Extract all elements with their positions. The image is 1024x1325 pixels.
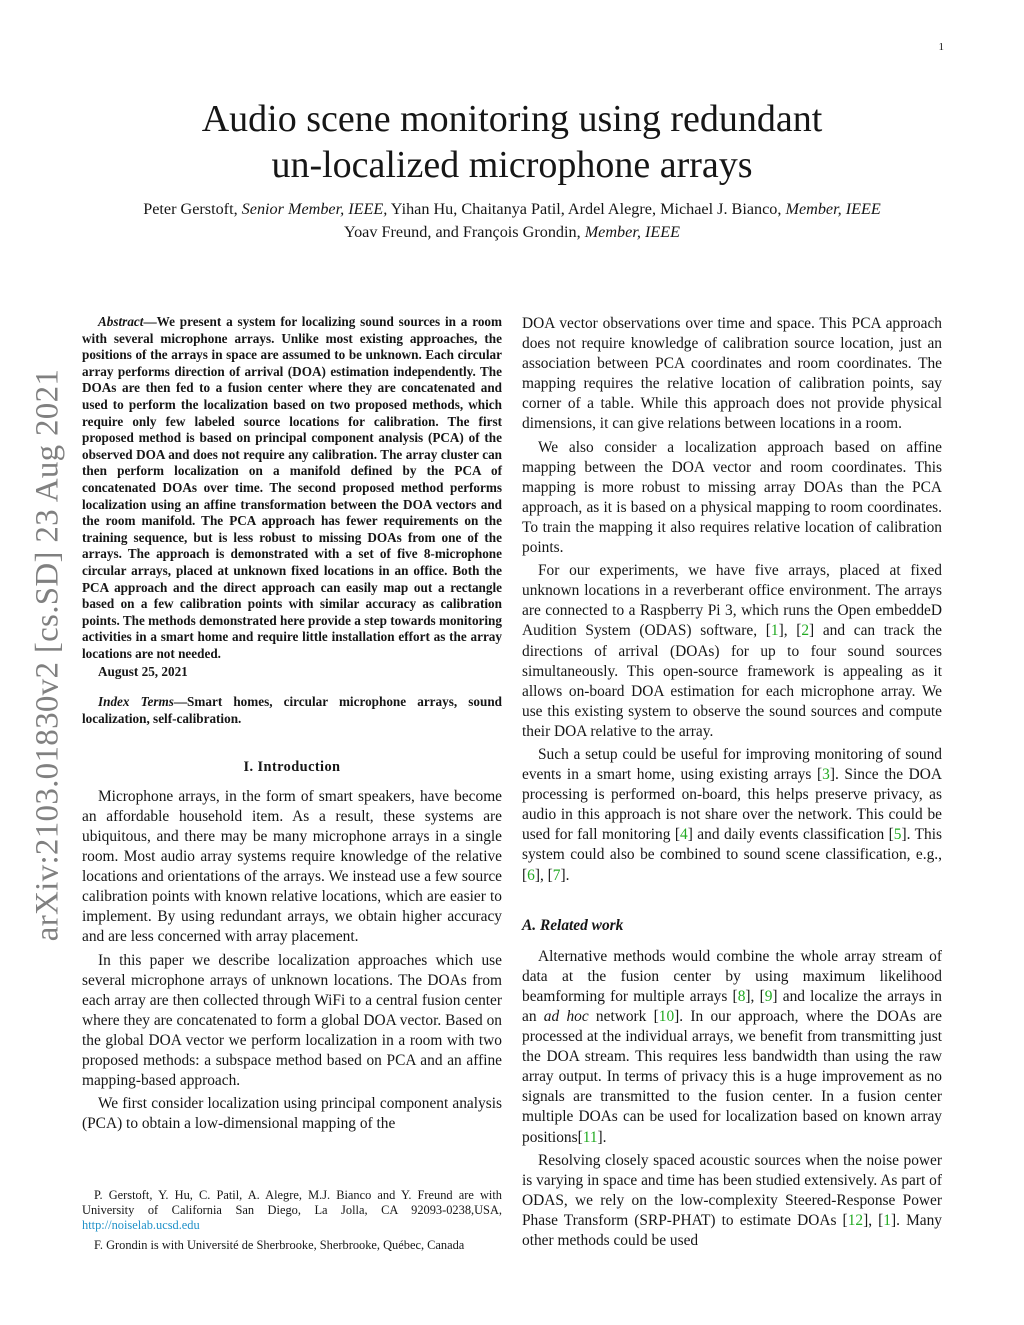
citation-link[interactable]: 6 [527,866,535,884]
text-run: ], [ [778,622,802,640]
text-run: ], [ [863,1211,884,1229]
citation-link[interactable]: 12 [847,1211,864,1229]
related-work-paragraph-1 [522,947,942,1148]
text-run: ] and can track the directions of arrival (DOAs) for up to four sound sources simultaneously. This open-source framework is appealing as it allows on-board DOA estimation for each microphone array. We use this existing system to observe the sound sources and compute their DOA relative to the array. [522,622,943,740]
footnote-affiliation-sherbrooke: F. Grondin is with Université de Sherbrooke, Sherbrooke, Québec, Canada [94,1237,465,1252]
footnote-1-text: P. Gerstoft, Y. Hu, C. Patil, A. Alegre, M.J. Bianco and Y. Freund are with University of California San Diego, La Jolla, CA 92093-0238,USA, [82,1188,502,1218]
text-run: For our experiments, we have five arrays, placed at fixed unknown locations in a reverberant office environment. The arrays are connected to a Raspberry Pi 3, which runs the Open embeddeD Audition System (ODAS) software, [ [522,562,942,640]
right-paragraph-4 [522,745,942,886]
text-run: network [ [588,1008,659,1025]
text-run: ]. In our approach, where the DOAs are processed at the individual arrays, we benefit from transmitting just the DOA stream. This requires less bandwidth than using the raw array output. In terms of privacy this is a huge improvement as no signals are transmitted to the fusion center. In a fusion center multiple DOAs can be used for localization based on known array positions[ [522,1008,943,1146]
right-column [522,314,942,1251]
subsection-heading-related-work: A. Related work [522,916,624,934]
citation-link[interactable]: 10 [658,1008,675,1025]
index-terms-text: —Smart homes, circular microphone arrays, sound localization, self-calibration. [82,694,502,727]
author-3: Yoav Freund, and François Grondin, [344,223,585,241]
text-run: ]. [560,866,570,884]
arxiv-stamp-text: arXiv:2103.01830v2 [cs.SD] 23 Aug 2021 [29,368,66,942]
index-terms-label: Index Terms [98,694,174,710]
intro-paragraph-1: Microphone arrays, in the form of smart speakers, have become an affordable household item. As a result, these systems are ubiquitous, and there may be many microphone arrays in a single room. Most audio array systems require knowledge of the relative locations and orientations of the arrays. We instead use a few source calibration points with known relative locations, which are easier to implement. By using redundant arrays, we obtain higher accuracy and are less concerned with array placement. [82,787,502,946]
text-run: ]. Many other methods could be used [522,1211,942,1250]
abstract-label: Abstract [98,314,144,329]
text-run: ], [ [534,866,553,884]
citation-link[interactable]: 9 [764,987,773,1005]
citation-link[interactable]: 5 [893,826,902,844]
citation-link[interactable]: 8 [737,987,746,1005]
italic-term: ad hoc [543,1008,589,1025]
text-run: Such a setup could be useful for improving monitoring of sound events in a smart home, using existing arrays [ [522,745,942,784]
left-column [82,314,502,1134]
arxiv-stamp [28,350,68,960]
citation-link[interactable]: 4 [680,826,688,844]
author-1-role: Senior Member, IEEE, [241,200,388,218]
noiselab-link[interactable]: http://noiselab.ucsd.edu [82,1218,200,1233]
author-list [60,198,964,244]
citation-link[interactable]: 7 [552,866,561,884]
title-line-2: un-localized microphone arrays [271,144,753,186]
author-3-role: Member, IEEE [584,223,680,241]
citation-link[interactable]: 1 [883,1211,891,1229]
text-run: ]. This system could also be combined to sound scene classification, e.g., [ [522,826,942,884]
related-work-paragraph-2 [522,1151,942,1251]
author-1: Peter Gerstoft, [143,200,242,218]
intro-paragraph-3: We first consider localization using principal component analysis (PCA) to obtain a low-dimensional mapping of the [82,1095,502,1133]
section-heading-introduction: I. Introduction [243,758,341,775]
text-run: ], [ [745,987,765,1005]
text-run: ]. [597,1128,607,1146]
page-number: 1 [938,41,944,53]
author-2: Yihan Hu, Chaitanya Patil, Ardel Alegre, Michael J. Bianco, [387,200,786,218]
right-paragraph-3 [522,561,942,742]
right-paragraph-2: We also consider a localization approach based on affine mapping between the DOA vector and room coordinates. This mapping is more robust to missing array DOAs than the PCA approach, as it is based on a physical mapping to room coordinates. To train the mapping it also requires relative location of calibration points. [522,438,942,557]
abstract-text: —We present a system for localizing sound sources in a room with several microphone arrays. Unlike most existing approaches, the positions of the arrays in space are assumed to be unknown. Each circular array performs direction of arrival (DOA) estimation independently. The DOAs are then fed to a fusion center where they are concatenated and used to perform the localization based on two proposed methods, which require only few labeled source locations for calibration. The first proposed method is based on principal component analysis (PCA) of the observed DOA and does not require any calibration. The array cluster can then perform localization on a manifold defined by the PCA of concatenated DOAs over time. The second proposed method performs localization using an affine transformation between the DOA vectors and the room manifold. The PCA approach has fewer requirements on the training sequence, but is less robust to missing DOAs from one of the arrays. The approach is demonstrated with a set of five 8-microphone circular arrays, placed at unknown fixed locations in an office. Both the PCA approach and the direct approach can easily map out a rectangle based on a few calibration points with similar accuracy as calibration points. The methods demonstrated here provide a step towards monitoring activities in a smart home and require little installation effort as the array locations are not needed. [82,314,502,661]
author-2-role: Member, IEEE [785,200,881,218]
citation-link[interactable]: 11 [582,1128,598,1146]
text-run: Alternative methods would combine the whole array stream of data at the fusion center by using maximum likelihood beamforming for multiple arrays [ [522,947,942,1005]
paper-date: August 25, 2021 [98,664,188,680]
intro-paragraph-2: In this paper we describe localization approaches which use several microphone arrays of unknown locations. The DOAs from each array are then collected through WiFi to a central fusion center where they are concatenated to form a global DOA vector. Based on the global DOA vector we perform localization in a room with two proposed methods: a subspace method based on PCA and an affine mapping-based approach. [82,951,502,1090]
right-paragraph-1: DOA vector observations over time and space. This PCA approach does not require knowledge of calibration source location, just an association between PCA coordinates and room coordinates. The mapping requires the relative location of calibration points, say corner of a table. While this approach does not provide physical dimensions, it can give relations between locations in a room. [522,315,942,433]
index-terms [82,694,502,727]
paper-title [0,96,1024,188]
citation-link[interactable]: 1 [770,622,779,640]
text-run: ] and daily events classification [ [687,826,894,844]
title-line-1: Audio scene monitoring using redundant [201,98,823,140]
footnote-affiliation-ucsd [82,1188,502,1234]
text-run: ] and localize the arrays in an [522,987,942,1025]
text-run: ]. Since the DOA processing is performed on-board, this helps preserve privacy, as audio in this approach is not share over the network. This could be used for fall monitoring [ [522,766,942,844]
citation-link[interactable]: 3 [822,766,830,784]
abstract [82,314,502,662]
citation-link[interactable]: 2 [801,622,810,640]
text-run: Resolving closely spaced acoustic sources when the noise power is varying in space and time has been studied extensively. As part of ODAS, we rely on the low-complexity Steered-Response Power Phase Transform (SRP-PHAT) to estimate DOAs [ [522,1151,942,1229]
footnotes [82,1188,502,1253]
